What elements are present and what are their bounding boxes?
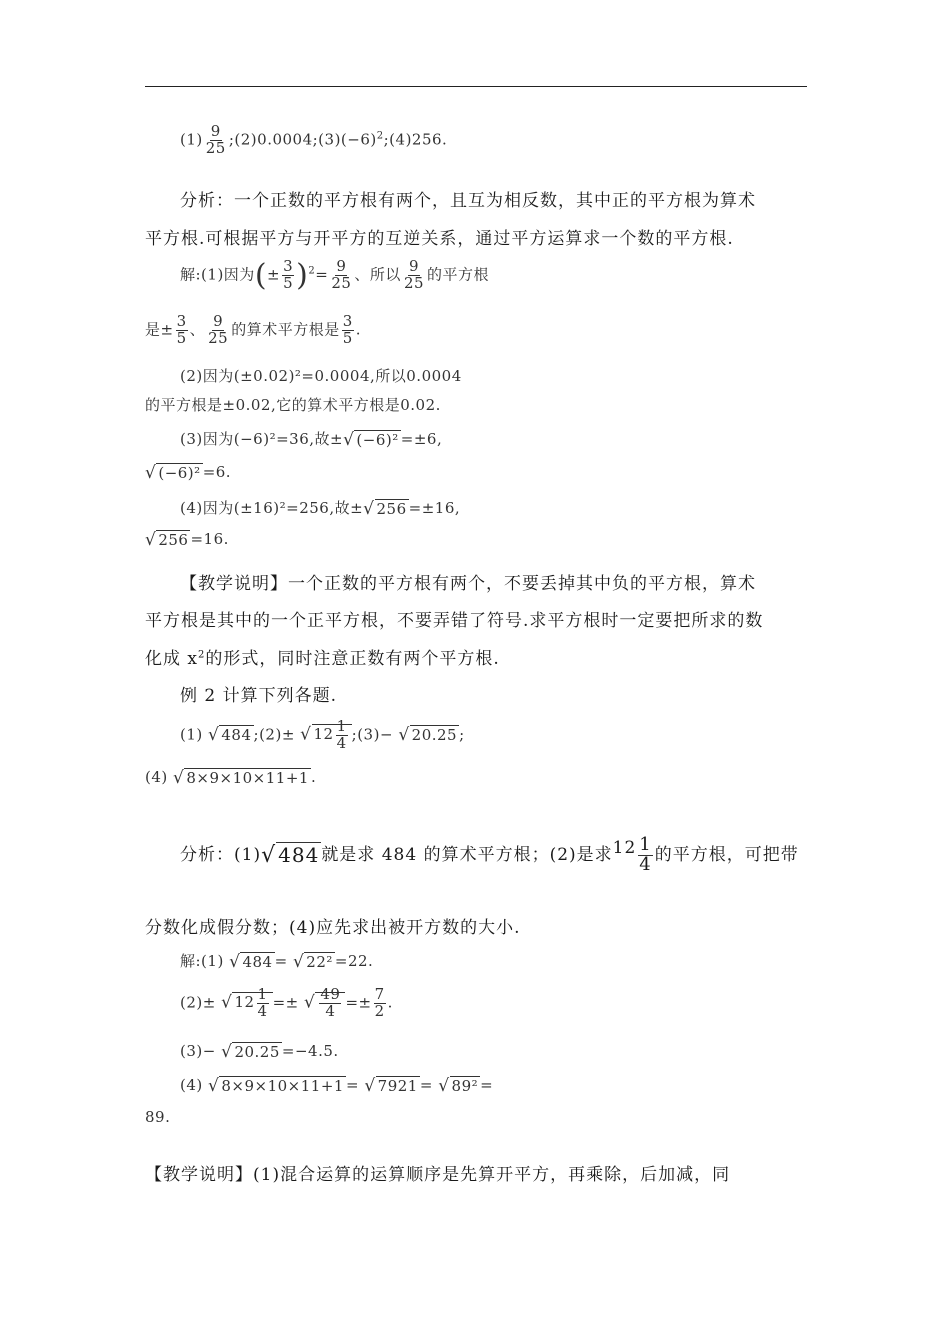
exponent: 2 bbox=[308, 265, 316, 277]
radical bbox=[208, 1076, 346, 1096]
sqrt-icon: √ bbox=[145, 463, 157, 483]
teaching-note-2-line-1: 【教学说明】(1)混合运算的运算顺序是先算开平方，再乘除，后加减，同 bbox=[145, 1165, 731, 1185]
solution-1-line-2 bbox=[145, 314, 361, 347]
sqrt-icon: √ bbox=[208, 725, 220, 746]
denominator: 2 bbox=[374, 1001, 385, 1020]
example-2-items-line-1 bbox=[180, 719, 465, 752]
radical bbox=[300, 719, 351, 752]
radicand: 256 bbox=[158, 531, 189, 549]
sqrt-icon: √ bbox=[304, 992, 316, 1013]
fraction bbox=[207, 314, 229, 347]
sqrt-icon: √ bbox=[438, 1076, 450, 1096]
radicand: (−6)² bbox=[158, 464, 201, 482]
fraction bbox=[282, 259, 294, 292]
solution-text: (4)因为(±16)²=256,故± bbox=[180, 499, 364, 517]
solution-2-step-4 bbox=[180, 1076, 493, 1096]
item-label: (1) bbox=[180, 725, 203, 744]
fraction bbox=[319, 987, 341, 1020]
numerator: 7 bbox=[374, 985, 385, 1003]
radical bbox=[221, 1042, 282, 1062]
item-text: ;(2)0.0004;(3)(−6) bbox=[228, 130, 377, 149]
item-label: (4) bbox=[145, 768, 168, 786]
radical bbox=[293, 952, 335, 972]
analysis-text: 就是求 484 的算术平方根；(2)是求 bbox=[321, 844, 613, 865]
sqrt-icon: √ bbox=[221, 992, 233, 1013]
sqrt-icon: √ bbox=[145, 530, 157, 550]
analysis-line-1: 分析：一个正数的平方根有两个，且互为相反数，其中正的平方根为算术 bbox=[180, 191, 756, 211]
radical bbox=[145, 530, 190, 550]
radicand bbox=[315, 985, 345, 1020]
solution-text: (3)− bbox=[180, 1042, 216, 1060]
solution-text: (4) bbox=[180, 1076, 203, 1094]
denominator: 4 bbox=[336, 733, 347, 752]
solution-2-step-1 bbox=[180, 950, 373, 972]
solution-text: (2)± bbox=[180, 993, 216, 1012]
denominator: 4 bbox=[257, 1001, 268, 1020]
denominator: 5 bbox=[283, 274, 294, 292]
solution-2-step-3 bbox=[180, 1042, 339, 1062]
radical bbox=[363, 499, 408, 519]
radical bbox=[221, 987, 272, 1020]
radical bbox=[173, 768, 311, 788]
numerator: 1 bbox=[639, 834, 652, 855]
denominator: 25 bbox=[205, 138, 226, 157]
solution-2-step-4-result: 89. bbox=[145, 1108, 171, 1126]
radical bbox=[304, 987, 345, 1020]
radical bbox=[343, 430, 401, 450]
mixed-whole: 12 bbox=[234, 993, 255, 1012]
radicand: 8×9×10×11+1 bbox=[221, 1077, 344, 1095]
exponent: 2 bbox=[198, 649, 206, 661]
solution-3-line-1 bbox=[180, 428, 442, 450]
radical bbox=[208, 725, 253, 745]
sqrt-icon: √ bbox=[221, 1042, 233, 1062]
period: . bbox=[355, 320, 362, 339]
numerator: 1 bbox=[257, 985, 268, 1003]
equals: = bbox=[419, 1076, 433, 1094]
fraction bbox=[330, 259, 352, 292]
teaching-text: 化成 x bbox=[145, 649, 198, 669]
period: . bbox=[387, 993, 393, 1012]
denominator: 25 bbox=[403, 274, 425, 292]
header-rule bbox=[145, 86, 807, 87]
radicand bbox=[312, 717, 352, 752]
radicand: 256 bbox=[376, 500, 407, 518]
radicand: 484 bbox=[242, 953, 273, 971]
radicand: 22² bbox=[306, 953, 333, 971]
sqrt-icon: √ bbox=[300, 724, 312, 745]
radical bbox=[229, 952, 274, 972]
numerator: 9 bbox=[408, 257, 419, 276]
sqrt-icon: √ bbox=[261, 842, 277, 868]
numerator: 1 bbox=[336, 717, 347, 735]
item-text: . bbox=[310, 768, 317, 786]
solution-text: =6. bbox=[202, 463, 232, 481]
denominator: 25 bbox=[208, 328, 229, 347]
sqrt-icon: √ bbox=[398, 725, 410, 746]
solution-text: =±6, bbox=[400, 430, 443, 448]
item-text: ; bbox=[459, 725, 465, 744]
example-2-title: 例 2 计算下列各题. bbox=[180, 686, 338, 706]
sqrt-icon: √ bbox=[173, 768, 185, 788]
solution-text: =22. bbox=[334, 952, 374, 970]
item-text: ;(4)256. bbox=[383, 130, 448, 149]
exponent: 2 bbox=[376, 130, 384, 142]
solution-text: =16. bbox=[190, 530, 229, 548]
fraction bbox=[403, 259, 425, 292]
numerator: 3 bbox=[176, 312, 187, 330]
fraction bbox=[374, 987, 386, 1020]
radical bbox=[438, 1076, 480, 1096]
radicand: 484 bbox=[221, 726, 252, 745]
fraction bbox=[176, 314, 188, 347]
item-label: (1) bbox=[180, 130, 203, 149]
equals: = bbox=[345, 1076, 360, 1094]
plus-minus: ± bbox=[267, 265, 281, 284]
numerator: 3 bbox=[283, 257, 294, 276]
solution-text: 是± bbox=[145, 320, 174, 339]
numerator: 9 bbox=[336, 257, 347, 276]
denominator: 4 bbox=[639, 853, 652, 875]
solution-text: =±16, bbox=[408, 499, 461, 517]
numerator: 9 bbox=[213, 312, 224, 330]
solution-2-step-2 bbox=[180, 987, 393, 1020]
example-2-items-line-2 bbox=[145, 768, 316, 788]
fraction bbox=[257, 987, 269, 1020]
solution-2-line-1: (2)因为(±0.02)²=0.0004,所以0.0004 bbox=[180, 367, 462, 385]
solution-4-line-2 bbox=[145, 530, 229, 550]
analysis-2-line-2: 分数化成假分数；(4)应先求出被开方数的大小. bbox=[145, 918, 521, 938]
solution-text: =−4.5. bbox=[281, 1042, 339, 1060]
radicand: 7921 bbox=[377, 1077, 418, 1095]
radicand: 20.25 bbox=[411, 726, 458, 745]
solution-text: 的算术平方根是 bbox=[231, 320, 340, 339]
analysis-text: 的平方根，可把带 bbox=[654, 844, 799, 865]
solution-text: =± bbox=[272, 993, 299, 1012]
solution-1-line-1 bbox=[180, 258, 489, 293]
radicand: 20.25 bbox=[234, 1043, 280, 1061]
teaching-text: 的形式，同时注意正数有两个平方根. bbox=[205, 649, 500, 669]
sqrt-icon: √ bbox=[363, 499, 375, 519]
radicand: 89² bbox=[451, 1077, 479, 1095]
radical bbox=[145, 463, 203, 483]
equals: = bbox=[315, 265, 329, 284]
solution-3-line-2 bbox=[145, 463, 231, 483]
sqrt-icon: √ bbox=[343, 430, 355, 450]
numerator: 9 bbox=[210, 122, 221, 140]
radicand: (−6)² bbox=[356, 431, 399, 449]
solution-2-line-2: 的平方根是±0.02,它的算术平方根是0.02. bbox=[145, 396, 441, 414]
equals: = bbox=[480, 1076, 494, 1094]
item-text: ;(3)− bbox=[351, 725, 394, 744]
teaching-note-line-2: 平方根是其中的一个正平方根，不要弄错了符号.求平方根时一定要把所求的数 bbox=[145, 611, 764, 631]
problem-items bbox=[180, 124, 447, 157]
teaching-note-line-1: 【教学说明】一个正数的平方根有两个，不要丢掉其中负的平方根，算术 bbox=[180, 574, 756, 594]
radical bbox=[364, 1076, 420, 1096]
radical bbox=[398, 725, 459, 745]
solution-text: 、所以 bbox=[354, 265, 401, 284]
solution-4-line-1 bbox=[180, 497, 460, 519]
analysis-line-2: 平方根.可根据平方与开平方的互逆关系，通过平方运算求一个数的平方根. bbox=[145, 229, 734, 249]
solution-text: (3)因为(−6)²=36,故± bbox=[180, 430, 344, 448]
sqrt-icon: √ bbox=[229, 952, 241, 972]
mixed-whole: 12 bbox=[313, 725, 334, 744]
sqrt-icon: √ bbox=[364, 1076, 376, 1096]
solution-text: 解:(1)因为 bbox=[180, 265, 255, 284]
fraction bbox=[336, 719, 348, 752]
denominator: 5 bbox=[176, 328, 187, 347]
radicand bbox=[232, 985, 272, 1020]
fraction bbox=[205, 124, 227, 157]
radicand: 8×9×10×11+1 bbox=[186, 769, 309, 787]
comma: 、 bbox=[189, 320, 206, 339]
sqrt-icon: √ bbox=[208, 1076, 220, 1096]
solution-text: =± bbox=[345, 993, 372, 1012]
teaching-note-line-3 bbox=[145, 644, 500, 669]
denominator: 4 bbox=[325, 1001, 336, 1020]
denominator: 5 bbox=[342, 328, 353, 347]
fraction bbox=[638, 836, 652, 875]
denominator: 25 bbox=[331, 274, 352, 292]
left-paren: ( bbox=[254, 258, 268, 293]
solution-text: 解:(1) bbox=[180, 952, 224, 970]
numerator: 3 bbox=[342, 312, 353, 330]
item-text: ;(2)± bbox=[253, 725, 295, 744]
mixed-whole: 12 bbox=[612, 838, 637, 859]
radical bbox=[261, 843, 321, 868]
analysis-2-line-1 bbox=[180, 836, 799, 875]
right-paren: ) bbox=[296, 258, 309, 293]
solution-text: 的平方根 bbox=[427, 265, 490, 284]
equals: = bbox=[274, 952, 288, 970]
numerator: 49 bbox=[320, 985, 341, 1003]
analysis-text: 分析：(1) bbox=[180, 844, 262, 865]
radicand: 484 bbox=[278, 842, 320, 867]
sqrt-icon: √ bbox=[292, 952, 305, 972]
fraction bbox=[342, 314, 354, 347]
